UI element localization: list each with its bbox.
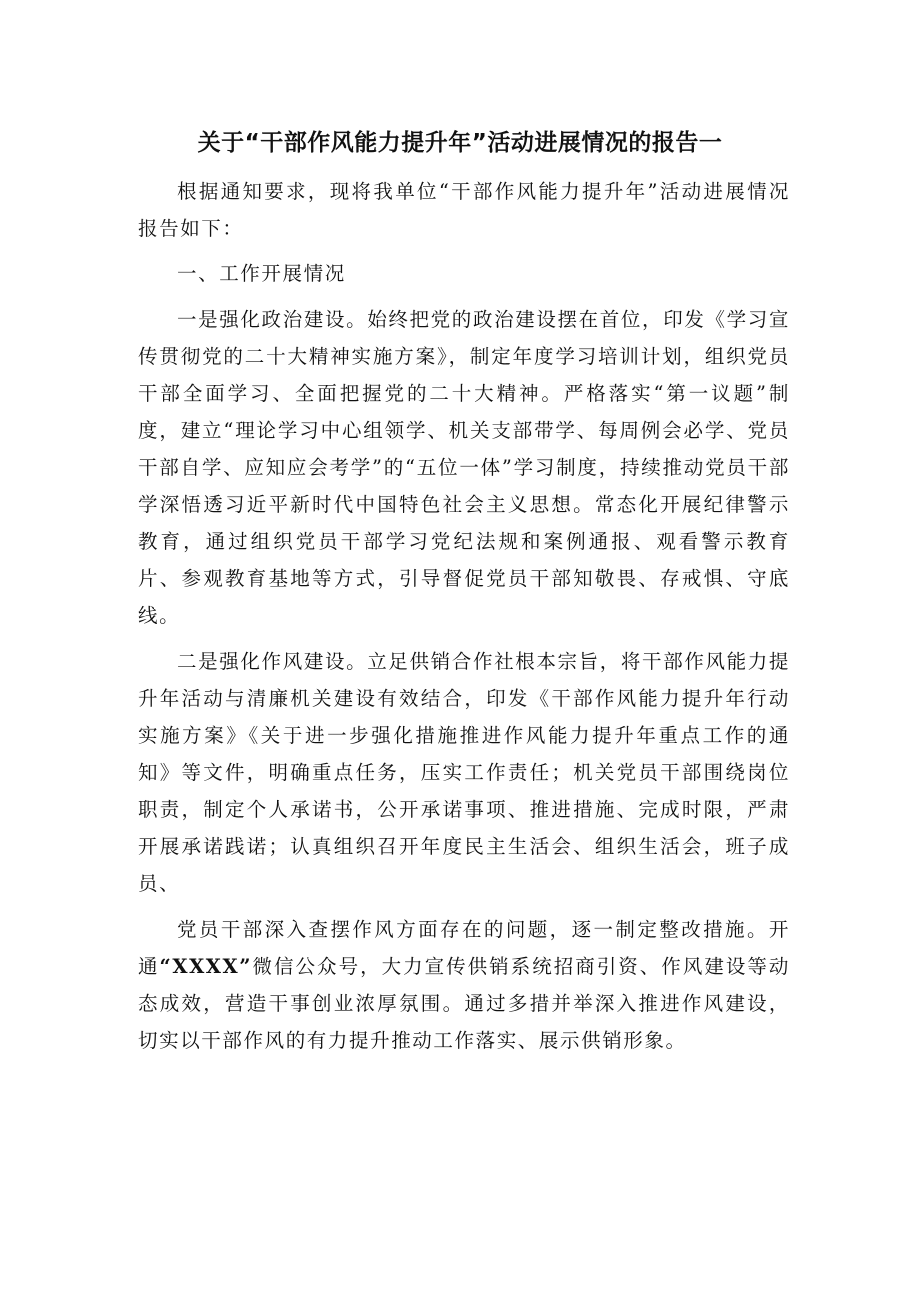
paragraph-political-construction: 一是强化政治建设。始终把党的政治建设摆在首位，印发《学习宣传贯彻党的二十大精神实施方案》，制定年度学习培训计划，组织党员干部全面学习、全面把握党的二十大精神。严格落实“第一议题”制度，建立“理论学习中心组领学、机关支部带学、每周例会必学、党员干部自学、应知应会考学”的“五位一体”学习制度，持续推动党员干部学深悟透习近平新时代中国特色社会主义思想。常态化开展纪律警示教育，通过组织党员干部学习党纪法规和案例通报、观看警示教育片、参观教育基地等方式，引导督促党员干部知敬畏、存戒惧、守底线。 <box>138 308 790 627</box>
paragraph-style-construction: 二是强化作风建设。立足供销合作社根本宗旨，将干部作风能力提升年活动与清廉机关建设有效结合，印发《干部作风能力提升年行动实施方案》《关于进一步强化措施推进作风能力提升年重点工作的通知》等文件，明确重点任务，压实工作责任；机关党员干部围绕岗位职责，制定个人承诺书，公开承诺事项、推进措施、完成时限，严肃开展承诺践诺；认真组织召开年度民主生活会、组织生活会，班子成员、 <box>138 650 790 895</box>
paragraph-text-segment: 微信公众号，大力宣传供销系统招商引资、作风建设等动态成效，营造干事创业浓厚氛围。通过多措并举深入推进作风建设，切实以干部作风的有力提升推动工作落实、展示供销形象。 <box>138 955 790 1052</box>
intro-paragraph: 根据通知要求，现将我单位“干部作风能力提升年”活动进展情况报告如下： <box>138 180 790 240</box>
paragraph-text-segment: 党员干部深入查摆作风方面存在的问题，逐一制定整改措施。开通 <box>138 918 790 978</box>
section-heading-work-progress: 一、工作开展情况 <box>177 262 346 285</box>
document-title: 关于“干部作风能力提升年”活动进展情况的报告一 <box>197 130 723 156</box>
wechat-account-name: “XXXX” <box>159 955 253 978</box>
paragraph-style-construction-continued <box>138 911 790 1059</box>
document-body <box>138 173 790 1059</box>
